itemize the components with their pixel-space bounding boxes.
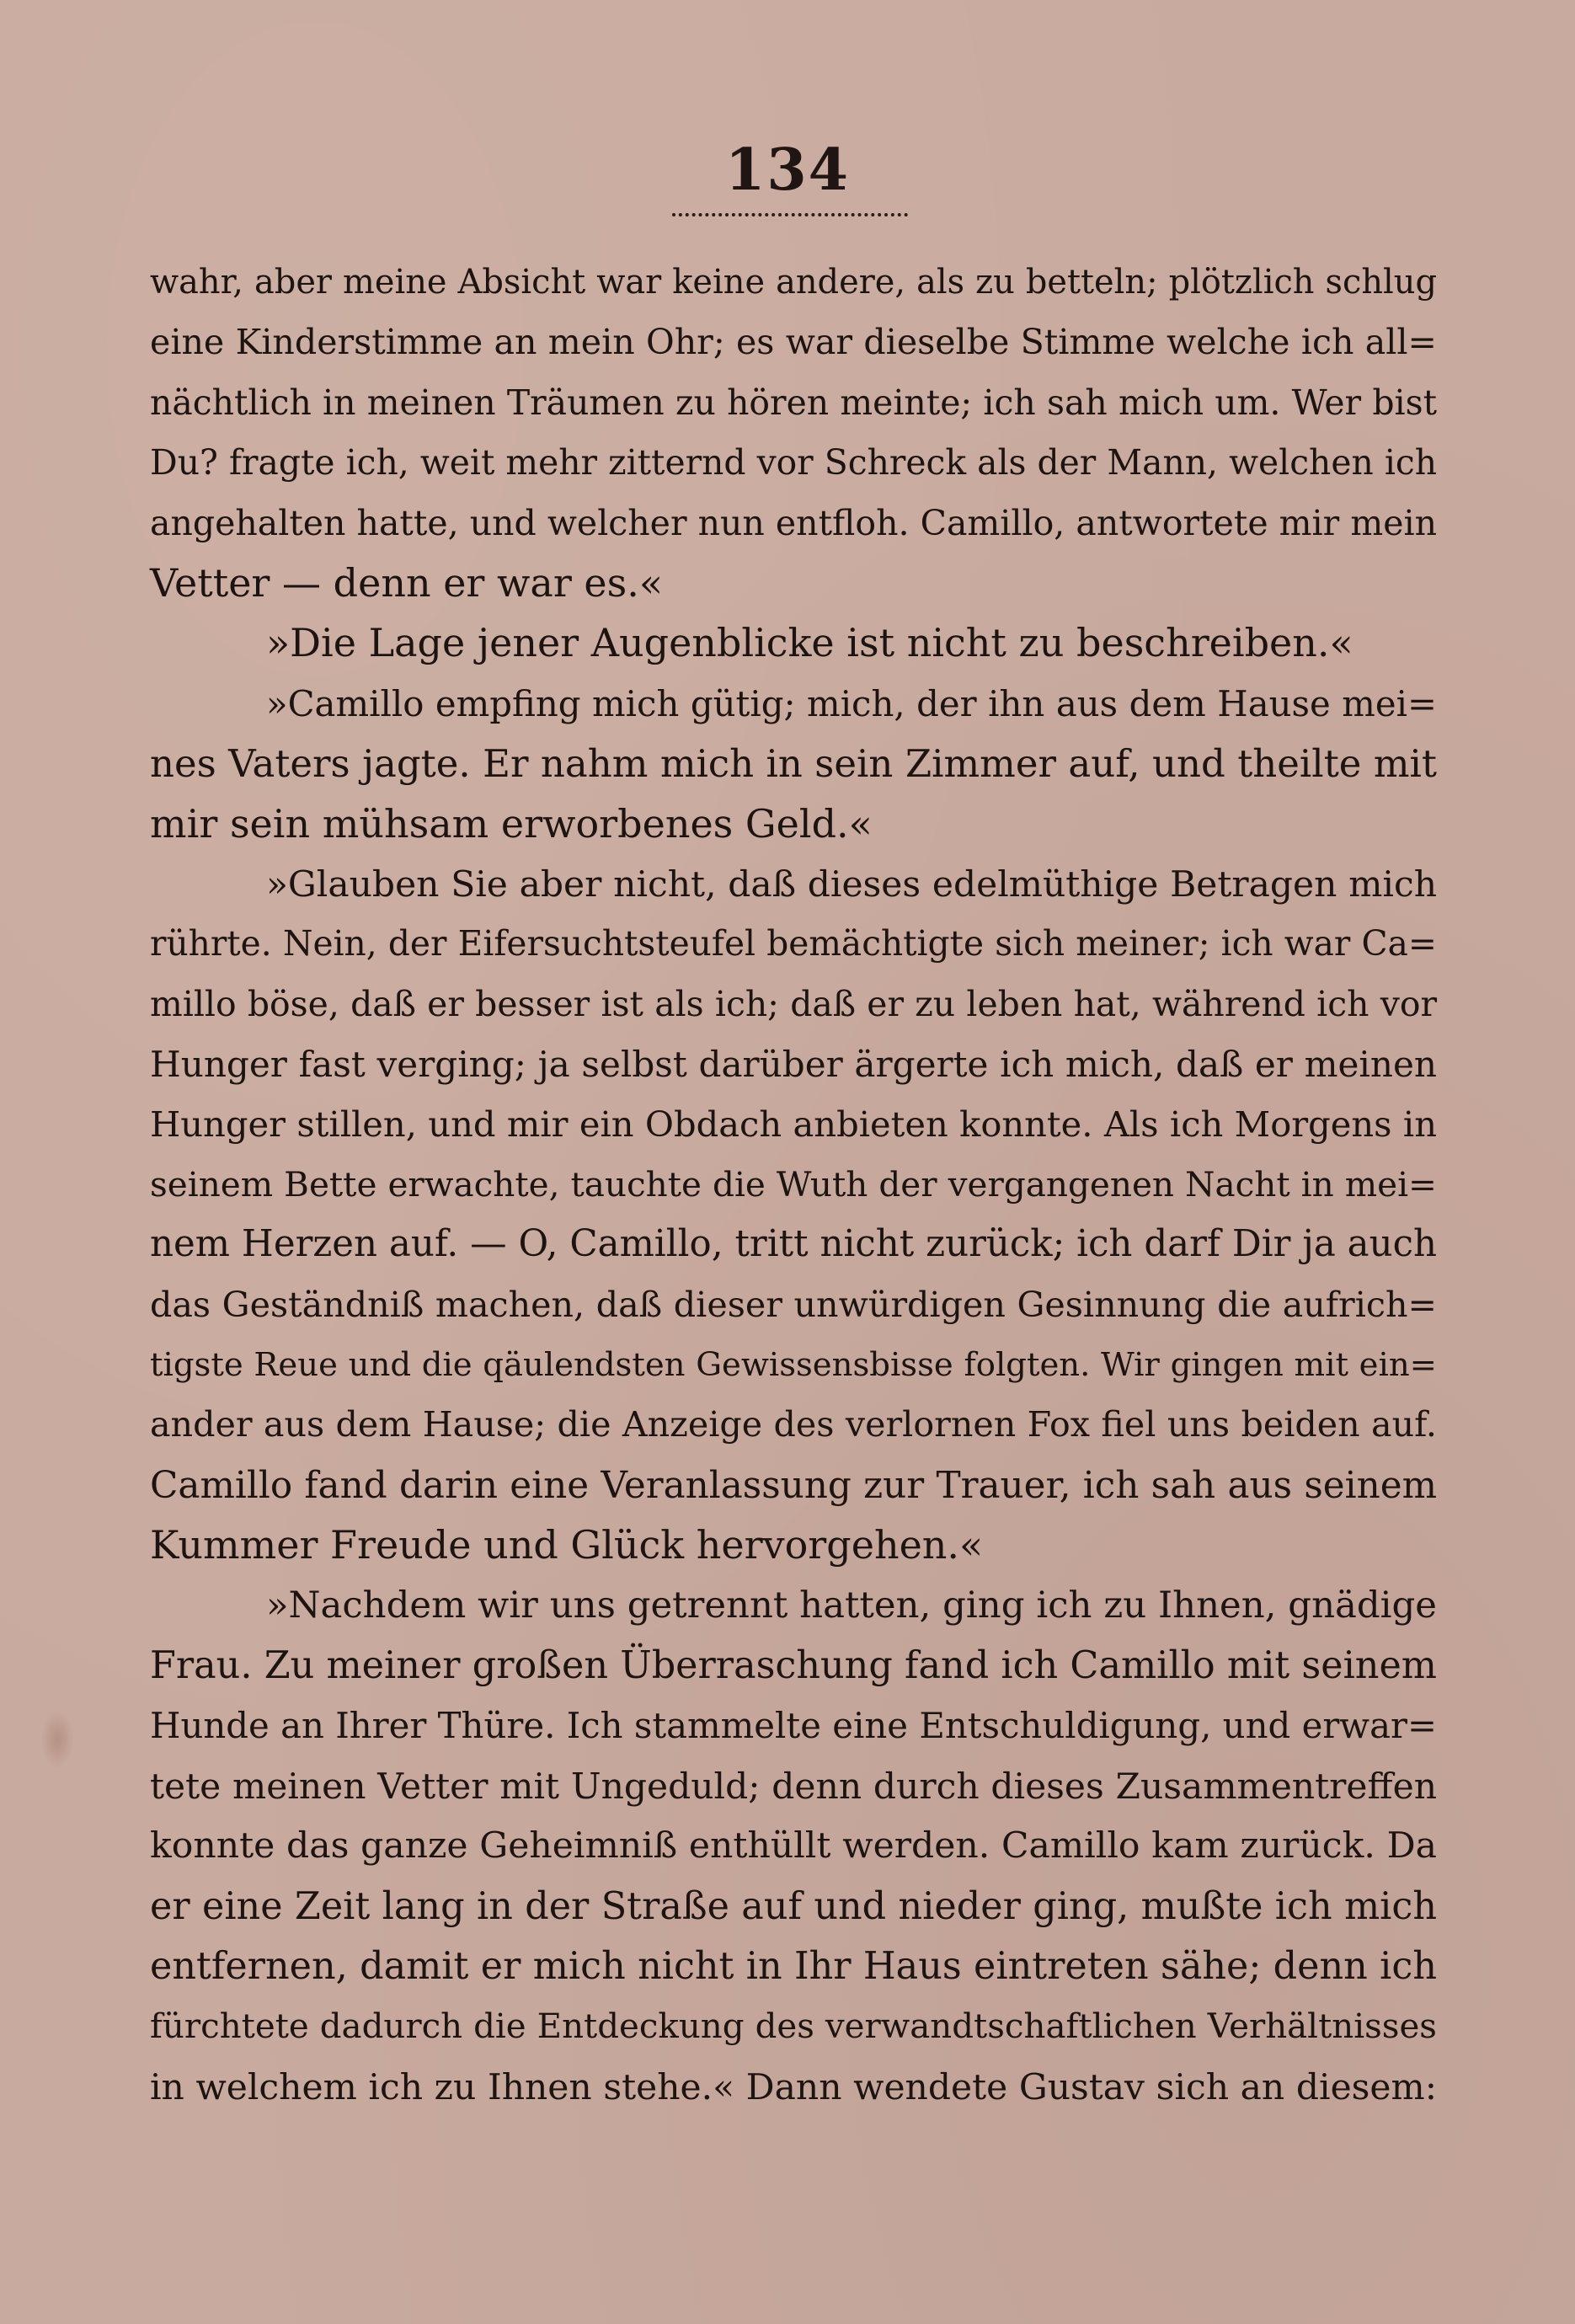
text-line: ander aus dem Hause; die Anzeige des verlornen Fox fiel uns beiden auf. <box>150 1404 1437 1445</box>
text-line: nächtlich in meinen Träumen zu hören meinte; ich sah mich um. Wer bist <box>150 382 1437 423</box>
text-line: wahr, aber meine Absicht war keine andere, als zu betteln; plötzlich schlug <box>150 263 1437 302</box>
paragraph <box>150 253 1437 613</box>
text-line: millo böse, daß er besser ist als ich; daß er zu leben hat, während ich vor <box>150 983 1437 1024</box>
text-line: er eine Zeit lang in der Straße auf und nieder ging, mußte ich mich <box>150 1884 1437 1928</box>
paragraph <box>150 854 1437 1576</box>
paragraph <box>150 1576 1437 2118</box>
text-line: konnte das ganze Geheimniß enthüllt werden. Camillo kam zurück. Da <box>150 1825 1437 1867</box>
text-line: »Nachdem wir uns getrennt hatten, ging ich zu Ihnen, gnädige <box>266 1584 1437 1627</box>
text-line: »Camillo empfing mich gütig; mich, der ihn aus dem Hause mei= <box>266 682 1437 724</box>
text-line: Hunger stillen, und mir ein Obdach anbieten konnte. Als ich Morgens in <box>150 1103 1437 1146</box>
text-line: mir sein mühsam erworbenes Geld.« <box>150 800 873 847</box>
text-line: Kummer Freude und Glück hervorgehen.« <box>150 1522 984 1568</box>
text-line: tigste Reue und die qäulendsten Gewissensbisse folgten. Wir gingen mit ein= <box>150 1346 1437 1385</box>
text-line: Du? fragte ich, weit mehr zitternd vor Schreck als der Mann, welchen ich <box>150 442 1437 483</box>
text-line: angehalten hatte, und welcher nun entfloh. Camillo, antwortete mir mein <box>150 502 1437 543</box>
text-line: Frau. Zu meiner großen Überraschung fand ich Camillo mit seinem <box>150 1643 1437 1687</box>
text-line: eine Kinderstimme an mein Ohr; es war dieselbe Stimme welche ich all= <box>150 322 1437 363</box>
page-number: 134 <box>725 136 850 204</box>
paragraph <box>150 613 1437 673</box>
header-dotted-rule <box>672 213 908 216</box>
text-line: rührte. Nein, der Eifersuchtsteufel bemächtigte sich meiner; ich war Ca= <box>150 923 1437 964</box>
text-line: tete meinen Vetter mit Ungeduld; denn durch dieses Zusammentreffen <box>150 1765 1437 1807</box>
paragraph <box>150 674 1437 854</box>
text-line: in welchem ich zu Ihnen stehe.« Dann wendete Gustav sich an diesem: <box>150 2065 1437 2108</box>
text-line: Hunde an Ihrer Thüre. Ich stammelte eine Entschuldigung, und erwar= <box>150 1705 1437 1747</box>
text-line: Camillo fand darin eine Veranlassung zur Trauer, ich sah aus seinem <box>150 1463 1437 1507</box>
text-line: nem Herzen auf. — O, Camillo, tritt nicht zurück; ich darf Dir ja auch <box>150 1223 1437 1266</box>
text-line: nes Vaters jagte. Er nahm mich in sein Zimmer auf, und theilte mit <box>150 741 1437 787</box>
text-line: Hunger fast verging; ja selbst darüber ärgerte ich mich, daß er meinen <box>150 1044 1437 1086</box>
body-text <box>150 253 1437 2117</box>
text-line: seinem Bette erwachte, tauchte die Wuth der vergangenen Nacht in mei= <box>150 1163 1437 1205</box>
text-line: »Die Lage jener Augenblicke ist nicht zu beschreiben.« <box>266 620 1353 666</box>
paper-stain <box>40 1710 74 1769</box>
text-line: Vetter — denn er war es.« <box>150 559 664 606</box>
text-line: entfernen, damit er mich nicht in Ihr Haus eintreten sähe; denn ich <box>150 1944 1437 1988</box>
text-line: »Glauben Sie aber nicht, daß dieses edelmüthige Betragen mich <box>266 863 1437 905</box>
text-line: das Geständniß machen, daß dieser unwürdigen Gesinnung die aufrich= <box>150 1284 1437 1325</box>
text-line: fürchtete dadurch die Entdeckung des verwandtschaftlichen Verhältnisses <box>150 2006 1437 2047</box>
